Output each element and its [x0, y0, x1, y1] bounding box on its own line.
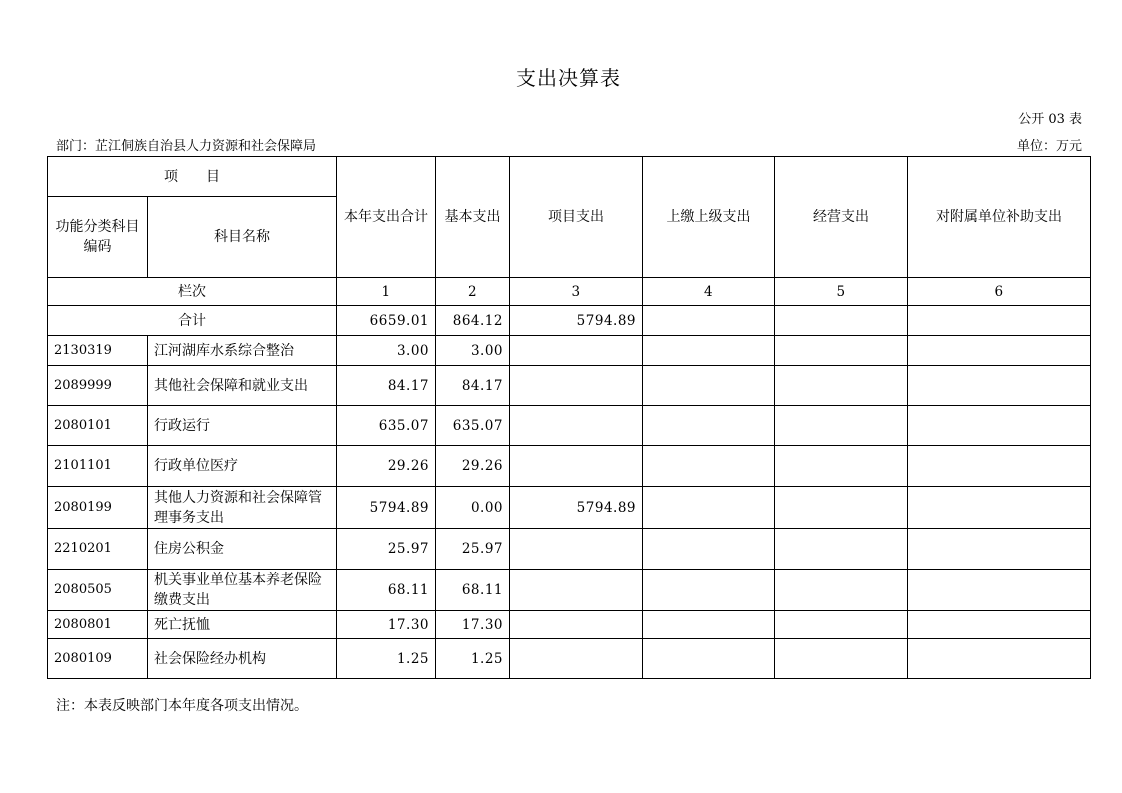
- row-business: [775, 611, 908, 639]
- column-number: 6: [908, 278, 1091, 306]
- row-basic: 3.00: [436, 336, 510, 366]
- total-upper: [643, 306, 775, 336]
- row-subsidy: [908, 366, 1091, 406]
- column-number: 2: [436, 278, 510, 306]
- header-subject-name: 科目名称: [148, 197, 337, 278]
- header-total: 本年支出合计: [337, 157, 436, 278]
- row-code: 2080199: [48, 487, 148, 529]
- header-upper: 上缴上级支出: [643, 157, 775, 278]
- row-upper: [643, 529, 775, 570]
- row-basic: 635.07: [436, 406, 510, 446]
- row-upper: [643, 570, 775, 611]
- row-project: [510, 529, 643, 570]
- row-business: [775, 406, 908, 446]
- row-subsidy: [908, 611, 1091, 639]
- row-code: 2210201: [48, 529, 148, 570]
- row-project: [510, 639, 643, 679]
- row-project: [510, 446, 643, 487]
- row-code: 2080101: [48, 406, 148, 446]
- row-business: [775, 446, 908, 487]
- row-code: 2101101: [48, 446, 148, 487]
- table-row: [48, 529, 1091, 570]
- row-project: [510, 366, 643, 406]
- row-upper: [643, 366, 775, 406]
- table-row: [48, 487, 1091, 529]
- column-number: 3: [510, 278, 643, 306]
- row-name: 行政单位医疗: [148, 446, 337, 487]
- row-project: [510, 336, 643, 366]
- row-basic: 0.00: [436, 487, 510, 529]
- header-project: 项目支出: [510, 157, 643, 278]
- total-business: [775, 306, 908, 336]
- row-name: 死亡抚恤: [148, 611, 337, 639]
- row-basic: 25.97: [436, 529, 510, 570]
- row-business: [775, 336, 908, 366]
- row-project: [510, 611, 643, 639]
- form-code: 公开 03 表: [1018, 112, 1082, 127]
- total-amount: 6659.01: [337, 306, 436, 336]
- row-code: 2080505: [48, 570, 148, 611]
- column-number: 4: [643, 278, 775, 306]
- row-upper: [643, 611, 775, 639]
- table-row: [48, 366, 1091, 406]
- row-subsidy: [908, 406, 1091, 446]
- row-project: 5794.89: [510, 487, 643, 529]
- column-number: 1: [337, 278, 436, 306]
- row-subsidy: [908, 639, 1091, 679]
- row-upper: [643, 336, 775, 366]
- row-total: 3.00: [337, 336, 436, 366]
- row-basic: 29.26: [436, 446, 510, 487]
- row-subsidy: [908, 529, 1091, 570]
- expenditure-table: [47, 156, 1091, 679]
- header-business: 经营支出: [775, 157, 908, 278]
- row-basic: 68.11: [436, 570, 510, 611]
- row-total: 1.25: [337, 639, 436, 679]
- row-project: [510, 570, 643, 611]
- unit-label: 单位：万元: [1016, 139, 1082, 154]
- total-basic: 864.12: [436, 306, 510, 336]
- row-name: 机关事业单位基本养老保险缴费支出: [148, 570, 337, 611]
- row-code: 2130319: [48, 336, 148, 366]
- row-code: 2080109: [48, 639, 148, 679]
- row-name: 江河湖库水系综合整治: [148, 336, 337, 366]
- row-name: 住房公积金: [148, 529, 337, 570]
- row-basic: 84.17: [436, 366, 510, 406]
- table-row: [48, 611, 1091, 639]
- row-subsidy: [908, 446, 1091, 487]
- row-subsidy: [908, 336, 1091, 366]
- table-row: [48, 639, 1091, 679]
- header-subsidy: 对附属单位补助支出: [908, 157, 1091, 278]
- row-basic: 1.25: [436, 639, 510, 679]
- row-subsidy: [908, 570, 1091, 611]
- column-number-row: [48, 278, 1091, 306]
- table-row: [48, 406, 1091, 446]
- column-number: 5: [775, 278, 908, 306]
- row-upper: [643, 639, 775, 679]
- header-func-code: 功能分类科目编码: [48, 197, 148, 278]
- row-name: 其他社会保障和就业支出: [148, 366, 337, 406]
- row-business: [775, 529, 908, 570]
- row-basic: 17.30: [436, 611, 510, 639]
- row-subsidy: [908, 487, 1091, 529]
- row-business: [775, 570, 908, 611]
- row-name: 行政运行: [148, 406, 337, 446]
- table-row: [48, 336, 1091, 366]
- total-label: 合计: [48, 306, 337, 336]
- row-total: 84.17: [337, 366, 436, 406]
- table-row: [48, 446, 1091, 487]
- row-business: [775, 487, 908, 529]
- header-row-1: [48, 157, 1091, 197]
- header-item: 项 目: [48, 157, 337, 197]
- header-basic: 基本支出: [436, 157, 510, 278]
- row-name: 其他人力资源和社会保障管理事务支出: [148, 487, 337, 529]
- row-total: 29.26: [337, 446, 436, 487]
- row-upper: [643, 446, 775, 487]
- page-title: 支出决算表: [516, 66, 621, 90]
- row-total: 25.97: [337, 529, 436, 570]
- row-code: 2080801: [48, 611, 148, 639]
- total-project: 5794.89: [510, 306, 643, 336]
- table-row: [48, 570, 1091, 611]
- row-upper: [643, 406, 775, 446]
- row-total: 68.11: [337, 570, 436, 611]
- total-subsidy: [908, 306, 1091, 336]
- row-total: 5794.89: [337, 487, 436, 529]
- row-business: [775, 639, 908, 679]
- row-name: 社会保险经办机构: [148, 639, 337, 679]
- row-total: 17.30: [337, 611, 436, 639]
- row-project: [510, 406, 643, 446]
- footnote: 注：本表反映部门本年度各项支出情况。: [56, 698, 308, 714]
- department-label: 部门：芷江侗族自治县人力资源和社会保障局: [56, 139, 317, 154]
- row-code: 2089999: [48, 366, 148, 406]
- row-upper: [643, 487, 775, 529]
- total-row: [48, 306, 1091, 336]
- column-number-label: 栏次: [48, 278, 337, 306]
- row-business: [775, 366, 908, 406]
- row-total: 635.07: [337, 406, 436, 446]
